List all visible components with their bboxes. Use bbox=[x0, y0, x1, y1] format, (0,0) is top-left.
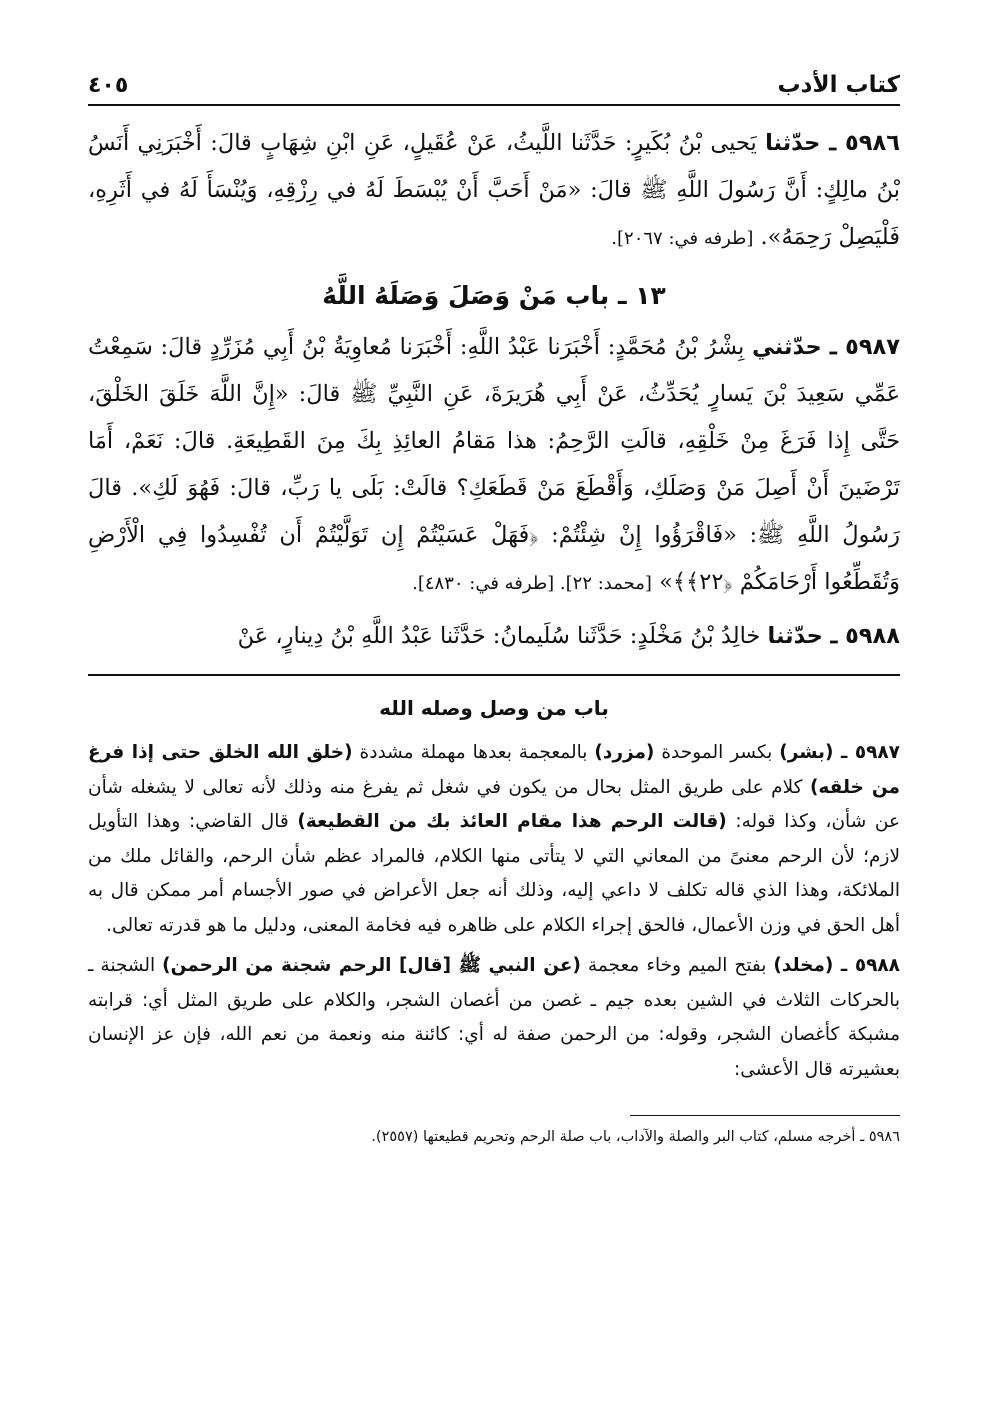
commentary-number: ٥٩٨٧ bbox=[854, 742, 900, 763]
commentary-text: بكسر الموحدة bbox=[654, 742, 780, 763]
commentary-keyword: (قالت الرحم هذا مقام العائذ بك من القطيعة) bbox=[297, 811, 727, 832]
commentary-5988 bbox=[88, 949, 900, 1087]
hadith-separator: ـ bbox=[820, 130, 846, 156]
hadith-reference: [محمد: ٢٢]. [طرفه في: ٤٨٣٠]. bbox=[412, 573, 652, 594]
commentary-keyword: (مخلد) bbox=[773, 955, 834, 976]
commentary-text: الشجنة ـ بالحركات الثلاث في الشين بعده جيم ـ غصن من أغصان الشجر، والكلام على طريق المثل أي: قرابته مشبكة كأغصان الشجر، وقوله: من الرحمن صفة له أي: كائنة منه ونعمة من نعم الله، فإن عز الإنسان بعشيرته قال الأعشى: bbox=[88, 955, 900, 1080]
hadith-reference: [طرفه في: ٢٠٦٧]. bbox=[611, 228, 754, 249]
hadith-number: ٥٩٨٨ bbox=[845, 623, 900, 649]
footnote: ٥٩٨٦ ـ أخرجه مسلم، كتاب البر والصلة والآداب، باب صلة الرحم وتحريم قطيعتها (٢٥٥٧). bbox=[371, 1129, 900, 1145]
commentary-number: ٥٩٨٨ bbox=[854, 955, 900, 976]
book-page bbox=[88, 62, 900, 1150]
running-title: كتاب الأدب bbox=[777, 72, 900, 98]
chapter-heading: ١٣ ـ باب مَنْ وَصَلَ وَصَلَهُ اللَّهُ bbox=[322, 281, 666, 310]
commentary-keyword: (مزرد) bbox=[594, 742, 655, 763]
hadith-lead-word: حدّثنا bbox=[765, 130, 821, 156]
hadith-number: ٥٩٨٦ bbox=[845, 130, 900, 156]
hadith-separator: ـ bbox=[822, 623, 846, 649]
hadith-text: بِشْرُ بْنُ مُحَمَّدٍ: أَخْبَرَنا عَبْدُ اللَّهِ: أَخْبَرَنا مُعاوِيَةُ بْنُ أَبِي مُزَرِّدٍ قالَ: سَمِعْتُ عَمِّي سَعِيدَ بْنَ يَسارٍ يُحَدِّثُ، عَنْ أَبِي هُرَيرَةَ، عَنِ النَّبِيِّ ﷺ قالَ: «إِنَّ اللَّهَ خَلَقَ الخَلْقَ، حَتَّى إِذا فَرَغَ مِنْ خَلْقِهِ، قالَتِ الرَّحِمُ: هذا مَقامُ العائِذِ بِكَ مِنَ القَطِيعَةِ. قالَ: نَعَمْ، أَمَا تَرْضَينَ أَنْ أَصِلَ مَنْ وَصَلَكِ، وَأَقْطَعَ مَنْ قَطَعَكِ؟ قالَتْ: بَلَى يا رَبِّ، قالَ: فَهُوَ لَكِ». قالَ رَسُولُ اللَّهِ ﷺ: «فَاقْرَؤُوا إِنْ شِئْتُمْ: ﴿فَهَلْ عَسَيْتُمْ إِن تَوَلَّيْتُمْ أَن تُفْسِدُوا فِي الْأَرْضِ وَتُقَطِّعُوا أَرْحَامَكُمْ ﴿٢٢﴾﴾» bbox=[88, 334, 900, 595]
hadith-lead-word: حدّثني bbox=[752, 334, 822, 360]
page-header bbox=[88, 62, 900, 98]
hadith-separator: ـ bbox=[821, 334, 846, 360]
hadith-5986 bbox=[88, 120, 900, 262]
commentary-text: كلام على طريق المثل بحال من يكون في شغل ثم يفرغ منه وذلك لأنه تعالى لا يشغله شأن عن شأن، وكذا قوله: bbox=[88, 776, 900, 832]
commentary-separator: ـ bbox=[833, 955, 855, 976]
header-rule bbox=[88, 104, 900, 106]
hadith-5988 bbox=[88, 613, 900, 660]
commentary-keyword: (بشر) bbox=[779, 742, 834, 763]
commentary-text: بفتح الميم وخاء معجمة bbox=[580, 955, 774, 976]
footnote-rule bbox=[630, 1115, 900, 1116]
hadith-number: ٥٩٨٧ bbox=[845, 334, 900, 360]
commentary-keyword: (عن النبي ﷺ [قال] الرحم شجنة من الرحمن) bbox=[162, 955, 581, 976]
page-number: ٤٠٥ bbox=[88, 73, 129, 98]
commentary-heading: باب من وصل وصله الله bbox=[379, 696, 609, 720]
commentary-text: بالمعجمة بعدها مهملة مشددة bbox=[352, 742, 595, 763]
hadith-text: خالِدُ بْنُ مَخْلَدٍ: حَدَّثَنا سُلَيمانُ: حَدَّثَنا عَبْدُ اللَّهِ بْنُ دِينارٍ، عَنْ bbox=[237, 623, 768, 649]
commentary-divider bbox=[88, 674, 900, 676]
hadith-5987 bbox=[88, 324, 900, 607]
commentary-5987 bbox=[88, 736, 900, 943]
commentary-text: قال القاضي: وهذا التأويل لازم؛ لأن الرحم معنىً من المعاني التي لا يتأتى منها الكلام، فالمراد عظم شأن الرحم، والقائل ملك من الملائكة، وهذا الذي قاله تكلف لا داعي إليه، وذلك أنه جعل الأعراض في صور الأجسام أمر ممكن قال به أهل الحق في وزن الأعمال، فالحق إجراء الكلام على ظاهره فيه فخامة المعنى، ودليل ما هو قدرته تعالى. bbox=[88, 811, 900, 936]
commentary-separator: ـ bbox=[833, 742, 855, 763]
hadith-lead-word: حدّثنا bbox=[767, 623, 823, 649]
hadith-text: يَحيى بْنُ بُكَيرٍ: حَدَّثَنا اللَّيثُ، عَنْ عُقَيلٍ، عَنِ ابْنِ شِهَابٍ قالَ: أَخْبَرَنِي أَنَسُ بْنُ مالِكٍ: أَنَّ رَسُولَ اللَّهِ ﷺ قالَ: «مَنْ أَحَبَّ أَنْ يُبْسَطَ لَهُ في رِزْقِهِ، وَيُنْسَأَ لَهُ في أَثَرِهِ، فَلْيَصِلْ رَحِمَهُ». bbox=[88, 130, 900, 250]
commentary-keyword: (خلق الله الخلق حتى إذا فرغ من خلقه) bbox=[88, 742, 900, 798]
